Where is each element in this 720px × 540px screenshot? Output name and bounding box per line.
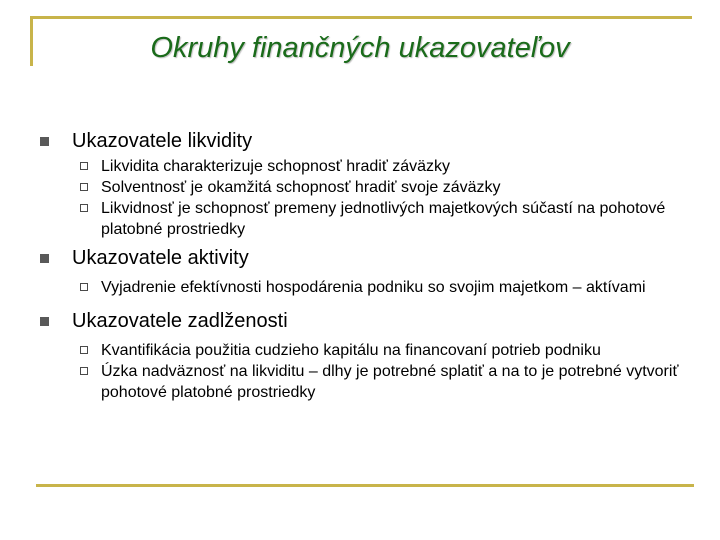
- bottom-border-line: [36, 484, 694, 487]
- left-border-line: [30, 16, 33, 66]
- hollow-square-bullet-icon: [80, 346, 88, 354]
- list-item-text: Solventnosť je okamžitá schopnosť hradiť svoje záväzky: [101, 179, 501, 196]
- list-item: [36, 340, 686, 361]
- hollow-square-bullet-icon: [80, 204, 88, 212]
- list-item-text: Vyjadrenie efektívnosti hospodárenia podniku so svojim majetkom – aktívami: [101, 279, 646, 296]
- slide-content: [36, 128, 686, 403]
- list-item: [36, 277, 686, 298]
- list-item-text: Likvidnosť je schopnosť premeny jednotlivých majetkových súčastí na pohotové platobné prostriedky: [101, 200, 666, 238]
- list-item: [36, 177, 686, 198]
- list-item: [36, 198, 686, 240]
- activity-items: [36, 277, 686, 298]
- section-heading: Ukazovatele aktivity: [72, 247, 249, 269]
- hollow-square-bullet-icon: [80, 183, 88, 191]
- square-bullet-icon: [40, 137, 49, 146]
- list-item-text: Likvidita charakterizuje schopnosť hradiť záväzky: [101, 158, 451, 175]
- section-debt: [36, 308, 686, 334]
- hollow-square-bullet-icon: [80, 162, 88, 170]
- list-item-text: Úzka nadväznosť na likviditu – dlhy je potrebné splatiť a na to je potrebné vytvoriť pohotové platobné prostriedky: [101, 363, 679, 401]
- list-item: [36, 156, 686, 177]
- list-item-text: Kvantifikácia použitia cudzieho kapitálu na financovaní potrieb podniku: [101, 342, 601, 359]
- square-bullet-icon: [40, 317, 49, 326]
- slide-title: Okruhy finančných ukazovateľov: [150, 32, 570, 64]
- section-heading: Ukazovatele likvidity: [72, 130, 253, 152]
- section-activity: [36, 245, 686, 271]
- hollow-square-bullet-icon: [80, 367, 88, 375]
- top-border-line: [30, 16, 692, 19]
- hollow-square-bullet-icon: [80, 283, 88, 291]
- square-bullet-icon: [40, 254, 49, 263]
- section-heading: Ukazovatele zadlženosti: [72, 310, 288, 332]
- list-item: [36, 361, 686, 403]
- debt-items: [36, 340, 686, 403]
- section-liquidity: [36, 128, 686, 154]
- liquidity-items: [36, 156, 686, 240]
